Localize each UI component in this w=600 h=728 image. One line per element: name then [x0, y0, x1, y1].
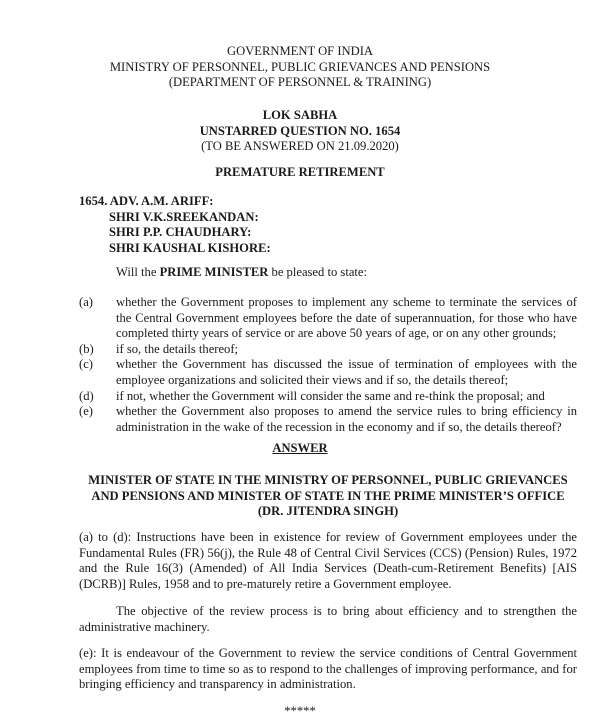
member-name: SHRI KAUSHAL KISHORE: [109, 240, 271, 255]
member-name: 1654. ADV. A.M. ARIFF: [79, 194, 214, 208]
ministry-header [0, 44, 600, 91]
minister-name: (DR. JITENDRA SINGH) [257, 504, 399, 519]
answer-paragraph-objective [79, 604, 577, 635]
question-number: UNSTARRED QUESTION NO. 1654 [199, 123, 401, 138]
question-item [79, 389, 577, 405]
question-text: if not, whether the Government will consider the same and re-think the proposal; and [116, 388, 545, 403]
question-item [79, 295, 577, 342]
answer-heading: ANSWER [272, 441, 328, 455]
question-label: (b) [79, 341, 94, 356]
question-text: whether the Government also proposes to amend the service rules to bring efficiency in administration in the wake of the recession in the economy and if so, the details thereof? [116, 404, 577, 434]
intro-prefix: Will the [116, 265, 160, 279]
answer-paragraph-a-to-d: (a) to (d): Instructions have been in existence for review of Government employees under the Fundamental Rules (FR) 56(j), the Rule 48 of Central Civil Services (CCS) (Pension) Rules, 1972 and the Rule 16(3) (Amended) of All India Services (Death-cum-Retirement Benefits) [AIS (DCRB)] Rules, 1958 and to pre-maturely retire a Government employee. [79, 530, 577, 591]
minister-line: AND PENSIONS AND MINISTER OF STATE IN THE PRIME MINISTER’S OFFICE [91, 488, 565, 503]
minister-line: MINISTER OF STATE IN THE MINISTRY OF PERSONNEL, PUBLIC GRIEVANCES [88, 473, 568, 487]
header-department: (DEPARTMENT OF PERSONNEL & TRAINING) [168, 75, 432, 90]
end-mark: ***** [284, 704, 316, 718]
question-label: (d) [79, 388, 94, 403]
question-text: whether the Government proposes to implement any scheme to terminate the services of the Central Government employees before the date of superannuation, for those who have completed thirty years of service or are above 50 years of age, or on any other grounds; [116, 295, 577, 341]
objective-text: The objective of the review process is to bring about efficiency and to strengthen the administrative machinery. [79, 604, 577, 634]
question-item [79, 404, 577, 435]
header-government: GOVERNMENT OF INDIA [227, 44, 373, 58]
intro-minister: PRIME MINISTER [159, 265, 269, 279]
question-topic: PREMATURE RETIREMENT [215, 165, 385, 179]
member-name: SHRI V.K.SREEKANDAN: [109, 209, 259, 224]
question-list [79, 295, 577, 435]
question-item [79, 357, 577, 388]
question-label: (a) [79, 295, 93, 309]
question-label: (c) [79, 357, 93, 372]
answer-paragraph-e: (e): It is endeavour of the Government to review the service conditions of Central Government employees from time to time so as to respond to the challenges of improving performance, and for bringing efficiency and transparency in administration. [79, 646, 577, 692]
intro-suffix: be pleased to state: [268, 265, 367, 279]
question-label: (e) [79, 404, 93, 419]
question-intro [116, 265, 367, 281]
member-name: SHRI P.P. CHAUDHARY: [109, 225, 252, 240]
house-name: LOK SABHA [262, 108, 338, 122]
question-item [79, 342, 577, 358]
answering-minister [79, 473, 577, 520]
member-list [79, 194, 271, 256]
answer-date: (TO BE ANSWERED ON 21.09.2020) [201, 139, 399, 154]
header-ministry: MINISTRY OF PERSONNEL, PUBLIC GRIEVANCES AND PENSIONS [109, 59, 491, 74]
question-text: whether the Government has discussed the issue of termination of employees with the employee organizations and solicited their views and if so, the details thereof; [116, 357, 577, 387]
question-text: if so, the details thereof; [116, 341, 239, 356]
question-block [0, 108, 600, 155]
